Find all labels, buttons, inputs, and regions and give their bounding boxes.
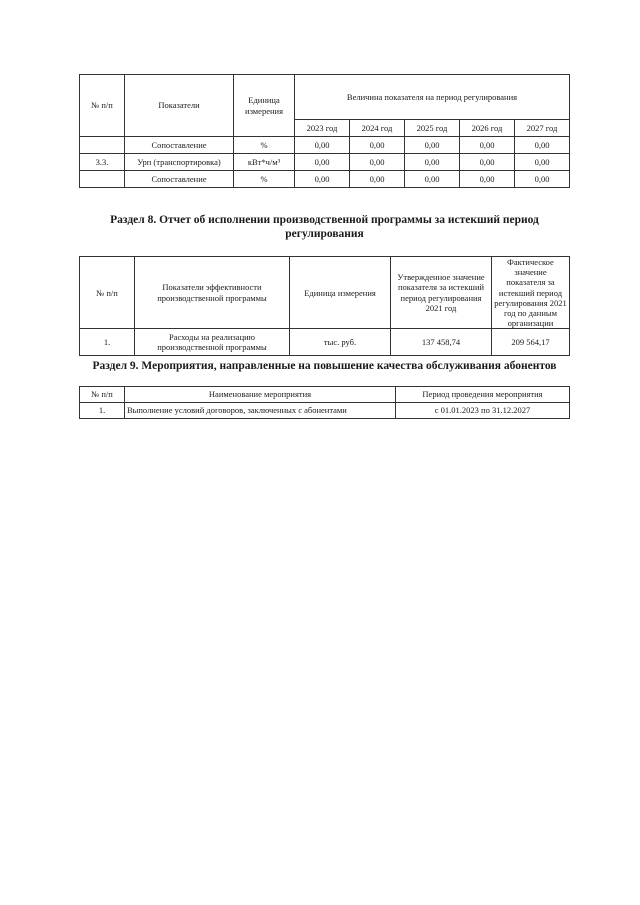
section9-title: Раздел 9. Мероприятия, направленные на повышение качества обслуживания абонентов xyxy=(92,360,557,372)
cell-value: 0,00 xyxy=(295,154,350,171)
cell-value: 0,00 xyxy=(405,154,460,171)
program-report-table xyxy=(79,256,570,356)
cell-unit: % xyxy=(234,171,295,188)
cell-name: Сопоставление xyxy=(125,137,234,154)
col-year: 2026 год xyxy=(460,120,515,137)
cell-name: Выполнение условий договоров, заключенных с абонентами xyxy=(125,403,396,419)
cell-value: 0,00 xyxy=(460,137,515,154)
cell-value: 0,00 xyxy=(460,154,515,171)
cell-value: 0,00 xyxy=(350,137,405,154)
cell-unit: кВт*ч/м³ xyxy=(234,154,295,171)
col-num: № п/п xyxy=(80,257,135,329)
cell-value: 0,00 xyxy=(405,171,460,188)
table-row xyxy=(80,403,570,419)
cell-name: Расходы на реализацию производственной программы xyxy=(135,329,290,356)
cell-value: 0,00 xyxy=(460,171,515,188)
table-row xyxy=(80,329,570,356)
cell-value: 0,00 xyxy=(515,171,570,188)
cell-value: 0,00 xyxy=(515,137,570,154)
col-year: 2027 год xyxy=(515,120,570,137)
col-num: № п/п xyxy=(80,75,125,137)
col-year: 2023 год xyxy=(295,120,350,137)
cell-num: 1. xyxy=(80,403,125,419)
cell-value: 0,00 xyxy=(350,171,405,188)
cell-value: 0,00 xyxy=(515,154,570,171)
cell-value: 0,00 xyxy=(405,137,460,154)
cell-num xyxy=(80,171,125,188)
cell-num: 1. xyxy=(80,329,135,356)
cell-value: 0,00 xyxy=(350,154,405,171)
col-unit: Единица измерения xyxy=(234,75,295,137)
cell-num: 3.3. xyxy=(80,154,125,171)
cell-approved: 137 458,74 xyxy=(391,329,492,356)
indicators-table xyxy=(79,74,570,188)
col-unit: Единица измерения xyxy=(290,257,391,329)
col-name: Наименование мероприятия xyxy=(125,387,396,403)
col-actual: Фактическое значение показателя за истекший период регулирования 2021 год по данным организации xyxy=(492,257,570,329)
cell-name: Урп (транспортировка) xyxy=(125,154,234,171)
table-row xyxy=(80,154,570,171)
cell-name: Сопоставление xyxy=(125,171,234,188)
cell-num xyxy=(80,137,125,154)
col-value: Величина показателя на период регулирования xyxy=(295,75,570,120)
cell-actual: 209 564,17 xyxy=(492,329,570,356)
cell-unit: тыс. руб. xyxy=(290,329,391,356)
section8-title: Раздел 8. Отчет об исполнении производственной программы за истекший период регулирования xyxy=(110,214,539,241)
cell-value: 0,00 xyxy=(295,171,350,188)
col-indicator: Показатели эффективности производственной программы xyxy=(135,257,290,329)
col-num: № п/п xyxy=(80,387,125,403)
col-approved: Утвержденное значение показателя за истекший период регулирования 2021 год xyxy=(391,257,492,329)
table-row xyxy=(80,171,570,188)
col-period: Период проведения мероприятия xyxy=(396,387,570,403)
cell-unit: % xyxy=(234,137,295,154)
measures-table xyxy=(79,386,570,419)
cell-period: с 01.01.2023 по 31.12.2027 xyxy=(396,403,570,419)
col-year: 2024 год xyxy=(350,120,405,137)
col-year: 2025 год xyxy=(405,120,460,137)
cell-value: 0,00 xyxy=(295,137,350,154)
col-indicator: Показатели xyxy=(125,75,234,137)
table-row xyxy=(80,137,570,154)
